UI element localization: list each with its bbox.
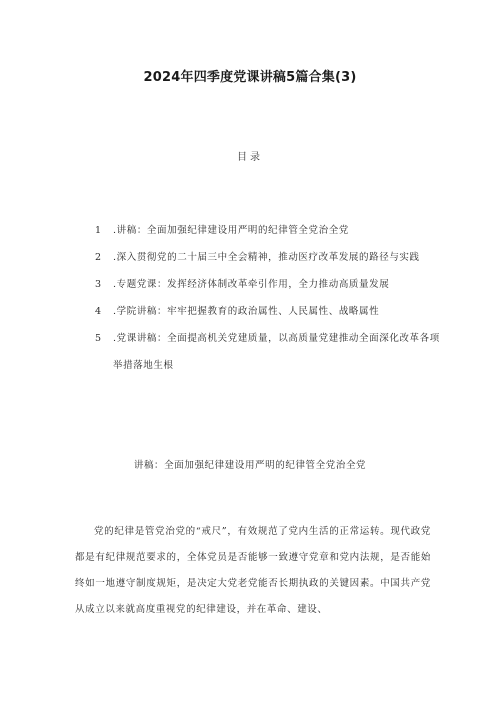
toc-item-text: .深入贯彻党的二十届三中全会精神，推动医疗改革发展的路径与实践 (113, 252, 420, 263)
toc-item-number: 2 (95, 252, 102, 263)
toc-item-number: 1 (95, 225, 102, 236)
document-title: 2024年四季度党课讲稿5篇合集(3) (143, 70, 357, 85)
toc-item[interactable] (95, 244, 440, 271)
table-of-contents (95, 217, 440, 379)
toc-item[interactable] (95, 298, 440, 325)
toc-item-number: 4 (95, 306, 102, 317)
toc-item-text: .专题党课：发挥经济体制改革牵引作用，全力推动高质量发展 (113, 279, 390, 290)
toc-item-number: 5 (95, 333, 102, 344)
toc-heading: 目录 (237, 152, 263, 163)
section-heading: 讲稿：全面加强纪律建设用严明的纪律管全党治全党 (133, 460, 367, 471)
body-paragraph: 党的纪律是管党治党的“戒尺”，有效规范了党内生活的正常运转。现代政党都是有纪律规范要求的，全体党员是否能够一致遵守党章和党内法规，是否能始终如一地遵守制度规矩，是决定大党老党能否长期执政的关键因素。中国共产党从成立以来就高度重视党的纪律建设，并在革命、建设、 (75, 526, 431, 615)
toc-item[interactable] (95, 271, 440, 298)
toc-item-text: .党课讲稿：全面提高机关党建质量，以高质量党建推动全面深化改革各项举措落地生根 (113, 333, 440, 371)
toc-item-text: .讲稿：全面加强纪律建设用严明的纪律管全党治全党 (113, 225, 349, 236)
toc-item-number: 3 (95, 279, 102, 290)
toc-item[interactable] (95, 325, 440, 379)
toc-item[interactable] (95, 217, 440, 244)
toc-item-text: .学院讲稿：牢牢把握教育的政治属性、人民属性、战略属性 (113, 306, 380, 317)
